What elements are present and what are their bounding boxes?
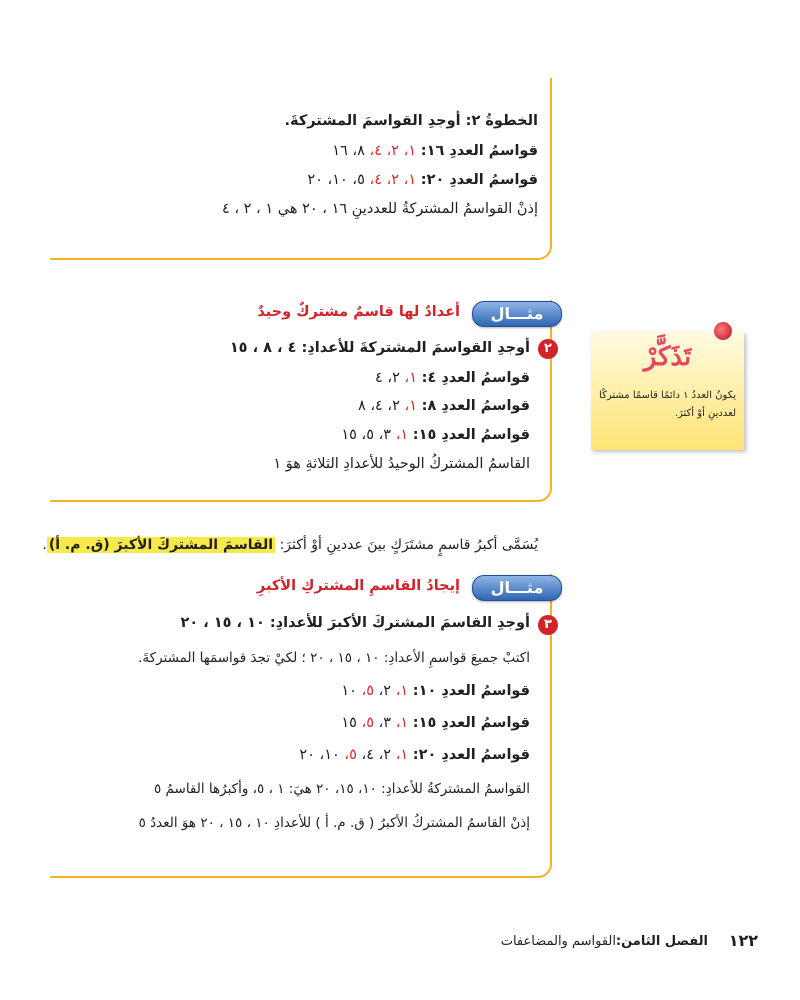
example3-divisors-15-common1: ١، bbox=[395, 715, 409, 731]
example2-divisors-4-rest: ٢، ٤ bbox=[375, 370, 405, 386]
example3-divisors-10-rest: ١٠ bbox=[341, 683, 362, 699]
example3-divisors-15-rest: ١٥ bbox=[341, 715, 362, 731]
gcf-definition bbox=[42, 537, 538, 553]
step-box bbox=[50, 78, 552, 260]
example2-divisors-8 bbox=[358, 398, 530, 414]
reminder-text: يكونُ العددُ ١ دائمًا قاسمًا مشتركًا لعددينِ أوْ أكثرَ. bbox=[599, 390, 736, 419]
example3-question: أوجدِ القاسمَ المشتركَ الأكبرَ للأعدادِ: ١٠ ، ١٥ ، ٢٠ bbox=[180, 615, 530, 631]
example3-divisors-20-common2: ٥، bbox=[344, 747, 357, 763]
example2-divisors-8-rest: ٢، ٤، ٨ bbox=[357, 398, 405, 414]
pushpin-icon bbox=[714, 322, 732, 340]
example3-divisors-20-mid: ٢، ٤، bbox=[356, 747, 396, 763]
chapter-label: الفصل الثامن: bbox=[615, 934, 708, 949]
example3-divisors-20 bbox=[299, 747, 530, 763]
example2-divisors-15-rest: ٣، ٥، ١٥ bbox=[341, 427, 396, 443]
step-conclusion: إذنْ القواسمُ المشتركةُ للعددينِ ١٦ ، ٢٠ هي ١ ، ٢ ، ٤ bbox=[221, 201, 538, 217]
example3-title: إيجادُ القاسمِ المشتركِ الأكبرِ bbox=[256, 578, 460, 594]
example2-divisors-8-label: قواسمُ العددِ ٨: bbox=[421, 398, 530, 414]
definition-text: يُسَمَّى أكبرُ قاسمٍ مشتَرَكٍ بينَ عددينِ أوْ أكثرَ: bbox=[279, 537, 538, 553]
example3-divisors-10-mid: ٢، bbox=[373, 683, 396, 699]
definition-end: . bbox=[42, 537, 47, 553]
example3-divisors-15 bbox=[341, 715, 530, 731]
divisors-20-label: قواسمُ العددِ ٢٠: bbox=[420, 172, 538, 188]
reminder-note bbox=[591, 332, 744, 450]
example2-divisors-8-common: ١، bbox=[404, 398, 418, 414]
example3-common-divisors: القواسمُ المشتركةُ للأعدادِ: ١٠، ١٥، ٢٠ هيَ: ١ ، ٥، وأكبرُها القاسمُ ٥ bbox=[153, 781, 530, 797]
example3-conclusion: إذنْ القاسمُ المشتركُ الأكبرُ ( ق. م. أ ) للأعدادِ ١٠ ، ١٥ ، ٢٠ هوَ العددُ ٥ bbox=[138, 815, 530, 831]
chapter-topic: القواسم والمضاعفات bbox=[500, 934, 616, 949]
example3-divisors-20-rest: ١٠، ٢٠ bbox=[299, 747, 345, 763]
divisors-16-common: ١، ٢، ٤، bbox=[369, 143, 417, 159]
example2-divisors-15-label: قواسمُ العددِ ١٥: bbox=[412, 427, 530, 443]
divisors-16-label: قواسمُ العددِ ١٦: bbox=[420, 143, 538, 159]
example2-question: أوجدِ القواسمَ المشتركةَ للأعدادِ: ٤ ، ٨ ، ١٥ bbox=[229, 340, 530, 356]
example3-badge: مثـــال bbox=[472, 575, 562, 601]
example3-divisors-10-common1: ١، bbox=[395, 683, 409, 699]
divisors-20-line bbox=[307, 172, 538, 188]
example3-divisors-15-mid: ٣، bbox=[373, 715, 396, 731]
example2-divisors-4-common: ١، bbox=[404, 370, 418, 386]
step-heading bbox=[285, 113, 538, 129]
step-label: الخطوةُ ٢: bbox=[465, 113, 538, 129]
example3-divisors-20-common1: ١، bbox=[395, 747, 409, 763]
example3-divisors-10 bbox=[341, 683, 530, 699]
divisors-16-rest: ٨، ١٦ bbox=[332, 143, 370, 159]
divisors-16-line bbox=[332, 143, 538, 159]
page-number: ١٢٢ bbox=[728, 931, 758, 950]
example2-divisors-15-common: ١، bbox=[395, 427, 409, 443]
example2-title: أعدادٌ لها قاسمٌ مشتركٌ وحيدٌ bbox=[257, 304, 460, 320]
step-instruction: أوجدِ القواسمَ المشتركةَ. bbox=[284, 113, 461, 129]
reminder-title: تَذَكَّرْ bbox=[643, 342, 692, 372]
example2-badge: مثـــال bbox=[472, 301, 562, 327]
example3-number: ٣ bbox=[538, 615, 558, 635]
example2-divisors-15 bbox=[341, 427, 530, 443]
example2-number: ٢ bbox=[538, 339, 558, 359]
divisors-20-rest: ٥، ١٠، ٢٠ bbox=[307, 172, 370, 188]
example3-divisors-10-common2: ٥، bbox=[361, 683, 374, 699]
example3-divisors-15-common2: ٥، bbox=[361, 715, 374, 731]
example3-instruction: اكتبْ جميعَ قواسمِ الأعدادِ: ١٠ ، ١٥ ، ٢٠ ؛ لكيْ تجدَ قواسمَها المشتركةَ. bbox=[138, 650, 530, 666]
example3-divisors-20-label: قواسمُ العددِ ٢٠: bbox=[412, 747, 530, 763]
example2-divisors-4 bbox=[375, 370, 530, 386]
divisors-20-common: ١، ٢، ٤، bbox=[369, 172, 417, 188]
example3-divisors-10-label: قواسمُ العددِ ١٠: bbox=[412, 683, 530, 699]
example2-conclusion: القاسمُ المشتركُ الوحيدُ للأعدادِ الثلاثةِ هوَ ١ bbox=[273, 456, 530, 472]
example2-divisors-4-label: قواسمُ العددِ ٤: bbox=[421, 370, 530, 386]
definition-term: القاسمَ المشتركَ الأكبرَ (ق. م. أ) bbox=[48, 537, 274, 553]
example3-divisors-15-label: قواسمُ العددِ ١٥: bbox=[412, 715, 530, 731]
